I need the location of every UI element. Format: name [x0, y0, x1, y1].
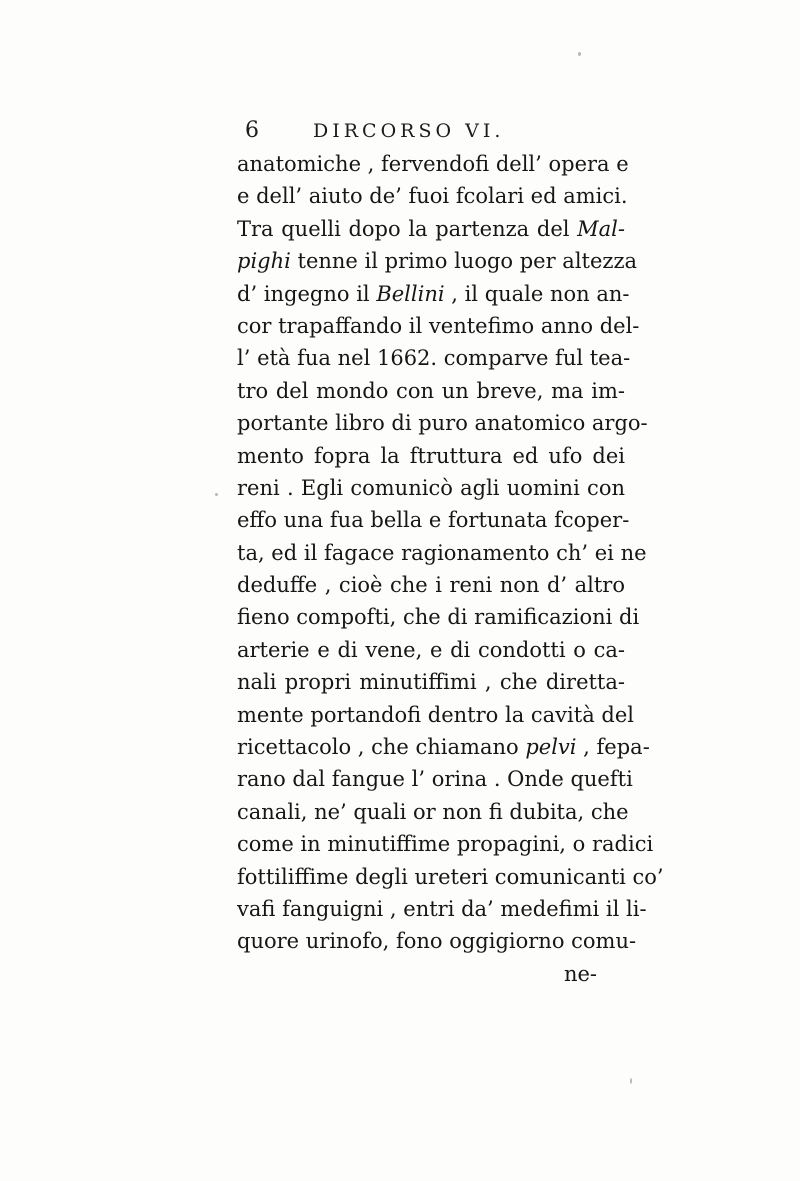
- text-line: [237, 634, 625, 666]
- text-segment: rano dal fangue l’ orina . Onde quefti: [237, 767, 633, 792]
- text-line: [237, 407, 648, 439]
- text-line: [237, 828, 654, 860]
- text-segment: nali propri minutiffimi , che diretta-: [237, 670, 625, 695]
- text-line: [237, 213, 625, 245]
- text-line: [237, 699, 634, 731]
- text-line: [237, 310, 640, 342]
- text-line: [237, 537, 647, 569]
- text-line: [237, 569, 625, 601]
- text-line: [237, 731, 650, 763]
- text-line: [237, 278, 630, 310]
- text-segment: arterie e di vene, e di condotti o ca-: [237, 637, 625, 662]
- text-segment: e dell’ aiuto de’ fuoi fcolari ed amici.: [237, 184, 628, 209]
- text-line: [237, 601, 640, 633]
- text-segment: cor trapaffando il ventefimo anno del-: [237, 313, 640, 338]
- text-line: [237, 504, 630, 536]
- paper-speck: [630, 1078, 632, 1084]
- text-segment: come in minutiffime propagini, o radici: [237, 832, 654, 857]
- text-segment: canali, ne’ quali or non fi dubita, che: [237, 799, 629, 824]
- text-segment: anatomiche , fervendofi dell’ opera e: [237, 152, 629, 176]
- text-line: [237, 245, 638, 277]
- text-segment: effo una fua bella e fortunata fcoper-: [237, 508, 630, 533]
- text-line: [237, 148, 629, 180]
- text-line: [237, 375, 625, 407]
- text-line: [237, 763, 633, 795]
- text-segment: l’ età fua nel 1662. comparve ful tea-: [237, 346, 631, 371]
- text-segment: d’ ingegno il: [237, 281, 377, 306]
- running-head: DIRCORSO VI.: [313, 120, 505, 142]
- text-line: [237, 925, 637, 957]
- text-segment: ne-: [563, 961, 597, 986]
- page-header: [245, 116, 625, 146]
- italic-text: Mal-: [577, 216, 625, 241]
- text-segment: reni . Egli comunicò agli uomini con: [237, 475, 625, 500]
- text-segment: , fepa-: [576, 735, 650, 760]
- text-line: [237, 440, 625, 472]
- paper-speck: [215, 493, 218, 496]
- text-line: [237, 796, 629, 828]
- text-segment: tro del mondo con un breve, ma im-: [237, 378, 625, 403]
- text-segment: fottiliffime degli ureteri comunicanti co’: [237, 864, 664, 889]
- text-segment: quore urinofo, fono oggigiorno comu-: [237, 929, 637, 954]
- text-line: [237, 861, 664, 893]
- text-segment: portante libro di puro anatomico argo-: [237, 411, 648, 436]
- text-segment: , il quale non an-: [444, 281, 630, 306]
- text-line: [237, 958, 625, 990]
- paper-speck: [578, 52, 581, 56]
- body-text: [237, 148, 664, 990]
- text-segment: fieno compofti, che di ramificazioni di: [237, 605, 640, 630]
- text-segment: ta, ed il fagace ragionamento ch’ ei ne: [237, 540, 647, 565]
- text-segment: mente portandofi dentro la cavità del: [237, 702, 634, 727]
- text-line: [237, 893, 647, 925]
- italic-text: pighi: [237, 249, 291, 274]
- text-segment: Tra quelli dopo la partenza del: [237, 216, 578, 241]
- text-segment: ricettacolo , che chiamano: [237, 735, 526, 760]
- text-line: [237, 180, 628, 212]
- italic-text: pelvi: [525, 735, 577, 760]
- text-line: [237, 342, 631, 374]
- text-line: [237, 472, 625, 504]
- italic-text: Bellini: [376, 281, 445, 306]
- text-segment: vafi fanguigni , entri da’ medefimi il li-: [237, 896, 647, 921]
- text-segment: tenne il primo luogo per altezza: [290, 249, 638, 274]
- text-line: [237, 666, 625, 698]
- page-number: 6: [245, 118, 259, 143]
- text-segment: mento fopra la ftruttura ed ufo dei: [237, 443, 625, 468]
- text-segment: deduffe , cioè che i reni non d’ altro: [237, 573, 625, 598]
